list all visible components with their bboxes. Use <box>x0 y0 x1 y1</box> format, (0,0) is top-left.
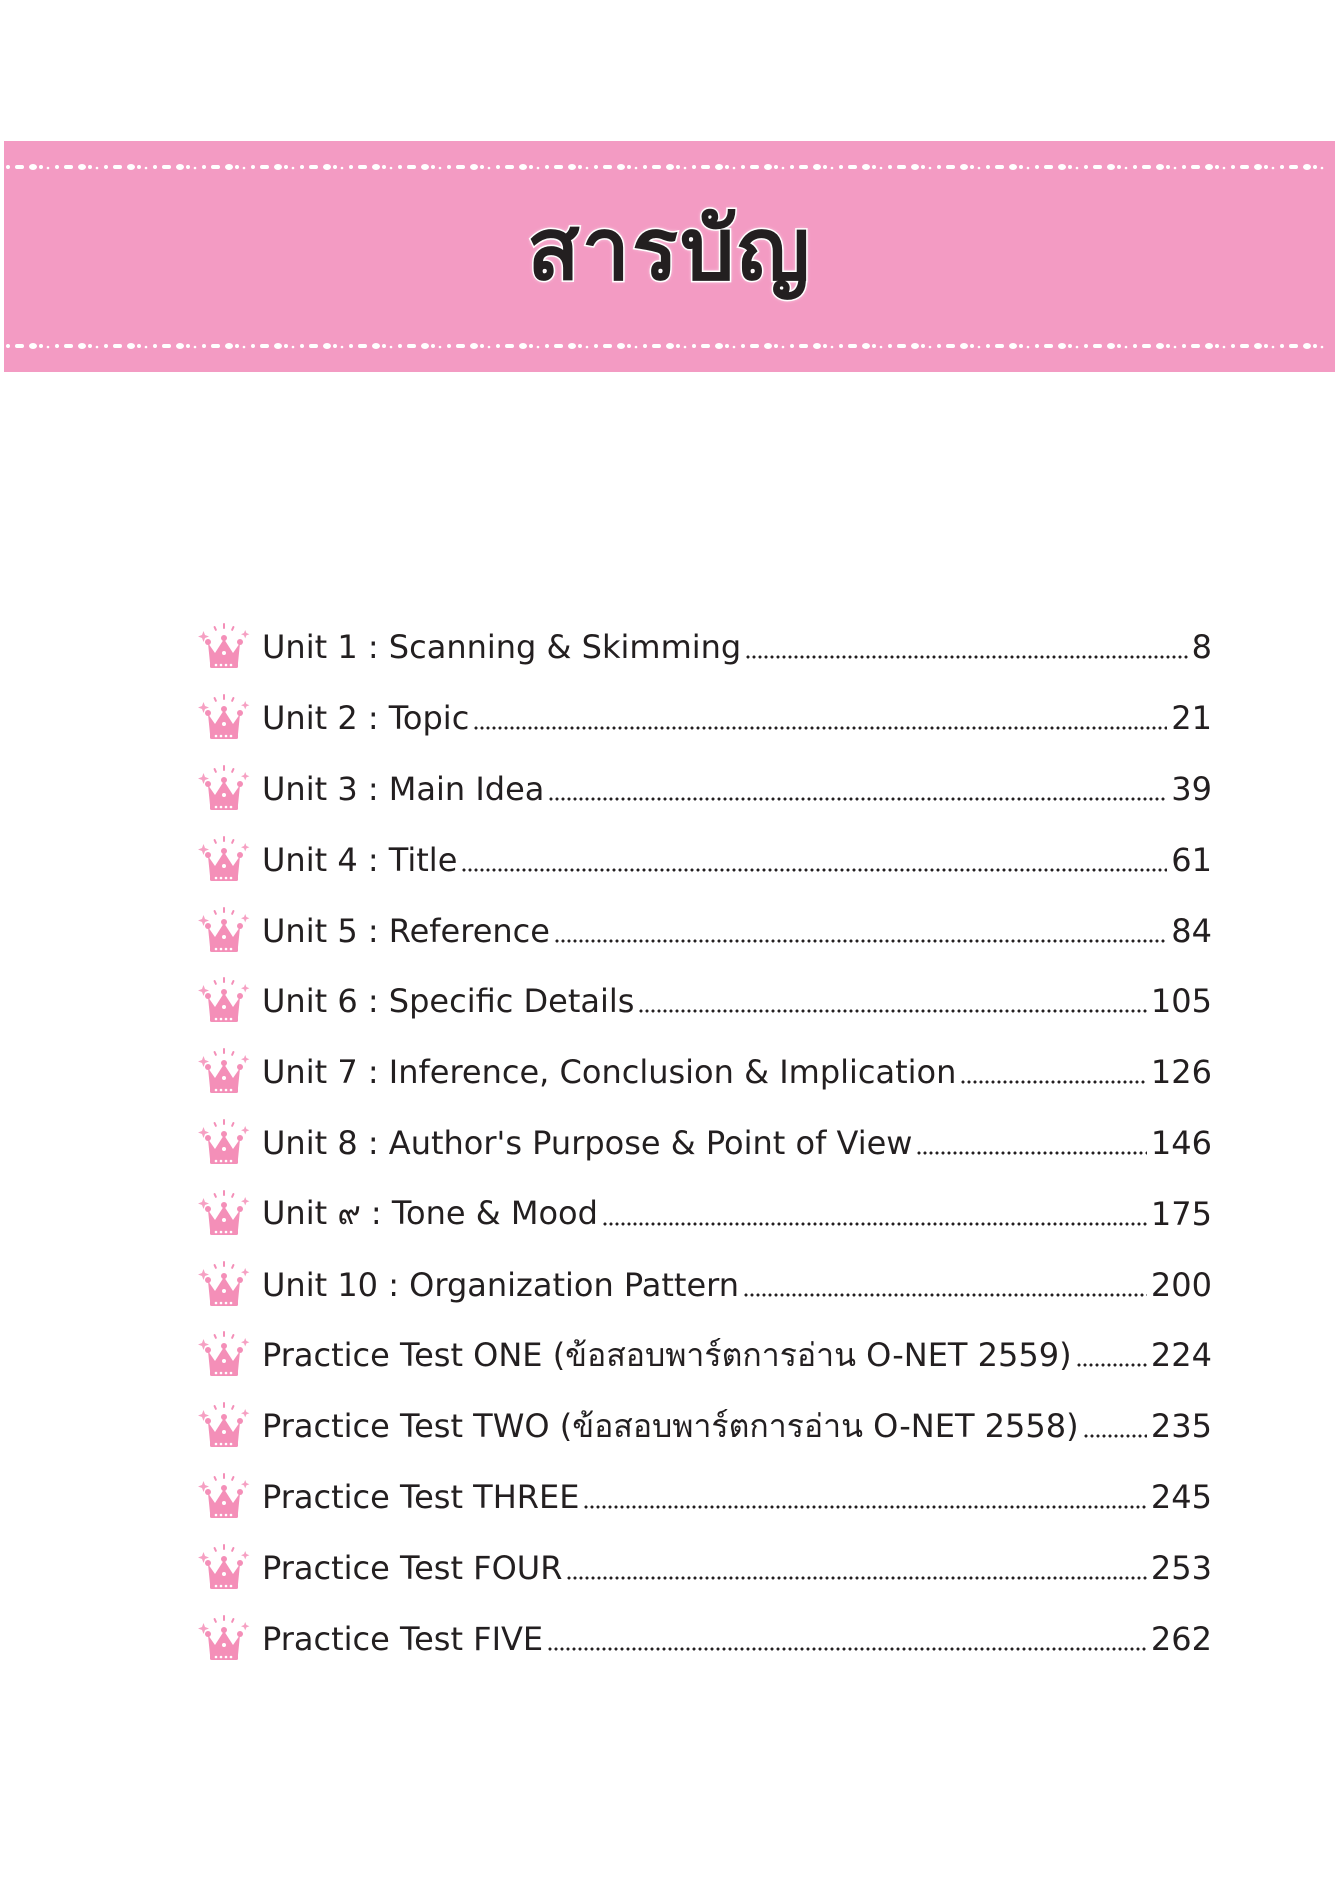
crown-icon <box>196 1261 252 1309</box>
toc-entry-page: 21 <box>1171 699 1212 738</box>
crown-icon <box>196 977 252 1025</box>
toc-entry-title: Practice Test FOUR <box>262 1548 563 1587</box>
toc-entry-page: 253 <box>1150 1548 1212 1587</box>
crown-icon <box>196 1119 252 1167</box>
crown-icon <box>196 1331 252 1379</box>
toc-entry-title: Unit 10 : Organization Pattern <box>262 1265 740 1304</box>
crown-icon <box>196 1190 252 1238</box>
toc-entry[interactable] <box>196 824 1212 895</box>
toc-entry-page: 39 <box>1171 769 1212 808</box>
crown-icon <box>196 694 252 742</box>
toc-entry-title: Practice Test ONE (ข้อสอบพาร์ตการอ่าน O-NET 2559) <box>262 1335 1072 1374</box>
toc-entry-page: 175 <box>1150 1194 1212 1233</box>
crown-icon <box>196 836 252 884</box>
dot-leader <box>547 1647 1147 1651</box>
toc-entry-title: Unit 3 : Main Idea <box>262 769 545 808</box>
toc-entry-title: Unit 7 : Inference, Conclusion & Implication <box>262 1053 957 1092</box>
toc-entry-title: Practice Test THREE <box>262 1477 580 1516</box>
dot-leader <box>638 1009 1146 1013</box>
table-of-contents <box>196 612 1212 1674</box>
toc-entry[interactable] <box>196 612 1212 683</box>
toc-entry-title: Unit 6 : Specific Details <box>262 982 635 1021</box>
dot-leader <box>461 868 1167 872</box>
toc-entry-page: 61 <box>1171 840 1212 879</box>
toc-entry-page: 8 <box>1191 628 1212 667</box>
dot-leader <box>960 1080 1147 1084</box>
dot-leader <box>566 1576 1147 1580</box>
toc-entry[interactable] <box>196 1037 1212 1108</box>
toc-entry-page: 245 <box>1150 1477 1212 1516</box>
toc-entry-page: 146 <box>1150 1123 1212 1162</box>
toc-entry[interactable] <box>196 1462 1212 1533</box>
dot-leader <box>583 1505 1146 1509</box>
toc-entry[interactable] <box>196 1320 1212 1391</box>
toc-entry-page: 235 <box>1150 1407 1212 1446</box>
toc-entry-title: Unit 1 : Scanning & Skimming <box>262 628 742 667</box>
dot-leader <box>473 726 1167 730</box>
toc-entry[interactable] <box>196 1249 1212 1320</box>
toc-entry-title: Unit 4 : Title <box>262 840 458 879</box>
toc-entry-title: Practice Test FIVE <box>262 1619 544 1658</box>
toc-entry[interactable] <box>196 1178 1212 1249</box>
crown-icon <box>196 765 252 813</box>
toc-entry-page: 126 <box>1150 1053 1212 1092</box>
dot-leader <box>1076 1363 1147 1367</box>
toc-entry-page: 105 <box>1150 982 1212 1021</box>
dot-leader <box>916 1151 1146 1155</box>
title-banner <box>4 141 1335 372</box>
toc-entry[interactable] <box>196 1108 1212 1179</box>
crown-icon <box>196 907 252 955</box>
toc-entry[interactable] <box>196 683 1212 754</box>
crown-icon <box>196 1048 252 1096</box>
dot-leader <box>602 1222 1147 1226</box>
toc-entry[interactable] <box>196 1603 1212 1674</box>
lace-border-top <box>4 161 1335 173</box>
crown-icon <box>196 1615 252 1663</box>
toc-entry[interactable] <box>196 895 1212 966</box>
dot-leader <box>1083 1434 1147 1438</box>
dot-leader <box>745 655 1187 659</box>
toc-entry-page: 200 <box>1150 1265 1212 1304</box>
toc-entry-page: 84 <box>1171 911 1212 950</box>
crown-icon <box>196 623 252 671</box>
crown-icon <box>196 1402 252 1450</box>
toc-entry[interactable] <box>196 1391 1212 1462</box>
crown-icon <box>196 1544 252 1592</box>
dot-leader <box>743 1293 1147 1297</box>
crown-icon <box>196 1473 252 1521</box>
toc-entry[interactable] <box>196 754 1212 825</box>
toc-entry-page: 224 <box>1150 1336 1212 1375</box>
toc-entry-title: Unit 2 : Topic <box>262 699 470 738</box>
page-title: สารบัญ <box>527 200 812 300</box>
toc-entry-title: Unit 5 : Reference <box>262 911 550 950</box>
lace-border-bottom <box>4 340 1335 352</box>
dot-leader <box>554 939 1167 943</box>
toc-entry-title: Unit 8 : Author's Purpose & Point of View <box>262 1123 913 1162</box>
toc-entry-title: Practice Test TWO (ข้อสอบพาร์ตการอ่าน O-NET 2558) <box>262 1406 1079 1445</box>
dot-leader <box>548 797 1167 801</box>
toc-entry[interactable] <box>196 1532 1212 1603</box>
toc-entry-page: 262 <box>1150 1619 1212 1658</box>
toc-entry[interactable] <box>196 966 1212 1037</box>
toc-entry-title: Unit ๙ : Tone & Mood <box>262 1194 598 1233</box>
